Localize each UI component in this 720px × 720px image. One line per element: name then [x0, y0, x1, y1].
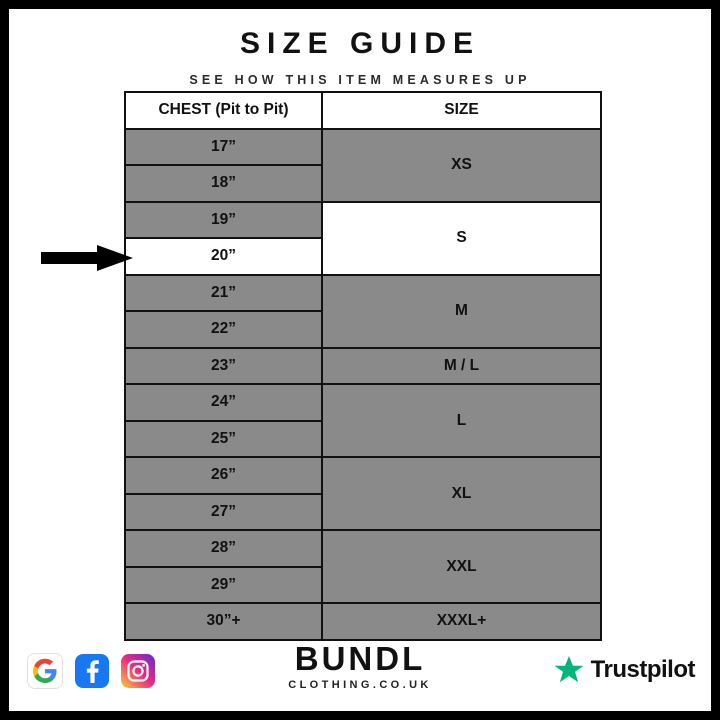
table-row [125, 384, 601, 421]
size-cell: XS [322, 129, 601, 202]
chest-cell: 17” [125, 129, 322, 166]
column-header-size: SIZE [322, 92, 601, 129]
chest-cell: 24” [125, 384, 322, 421]
table-row [125, 530, 601, 567]
brand-name: BUNDL [294, 640, 426, 677]
page-title: SIZE GUIDE [239, 27, 481, 60]
size-cell: L [322, 384, 601, 457]
table-header-row [125, 92, 601, 129]
chest-cell: 19” [125, 202, 322, 239]
size-cell: M [322, 275, 601, 348]
size-table [124, 91, 602, 641]
chest-cell: 29” [125, 567, 322, 604]
chest-cell: 21” [125, 275, 322, 312]
size-table-wrap [124, 91, 596, 641]
chest-cell: 28” [125, 530, 322, 567]
chest-cell: 18” [125, 165, 322, 202]
column-header-chest: CHEST (Pit to Pit) [125, 92, 322, 129]
chest-cell-highlighted: 20” [125, 238, 322, 275]
chest-cell: 26” [125, 457, 322, 494]
table-row [125, 603, 601, 640]
table-row [125, 348, 601, 385]
size-cell: XXL [322, 530, 601, 603]
chest-cell: 22” [125, 311, 322, 348]
size-cell: XXXL+ [322, 603, 601, 640]
brand-subtitle: CLOTHING.CO.UK [288, 679, 432, 691]
chest-cell: 30”+ [125, 603, 322, 640]
star-icon [554, 655, 584, 685]
size-table-body [125, 92, 601, 640]
table-row [125, 275, 601, 312]
footer [9, 637, 711, 697]
arrow-right-icon [41, 245, 133, 271]
size-cell: M / L [322, 348, 601, 385]
table-row [125, 202, 601, 239]
size-cell-highlighted: S [322, 202, 601, 275]
size-guide-card [9, 9, 711, 711]
table-row [125, 457, 601, 494]
trustpilot-label: Trustpilot [590, 656, 695, 683]
page-subtitle: SEE HOW THIS ITEM MEASURES UP [189, 73, 531, 87]
size-cell: XL [322, 457, 601, 530]
chest-cell: 25” [125, 421, 322, 458]
chest-cell: 23” [125, 348, 322, 385]
chest-cell: 27” [125, 494, 322, 531]
table-row [125, 129, 601, 166]
trustpilot-badge[interactable] [554, 655, 695, 685]
